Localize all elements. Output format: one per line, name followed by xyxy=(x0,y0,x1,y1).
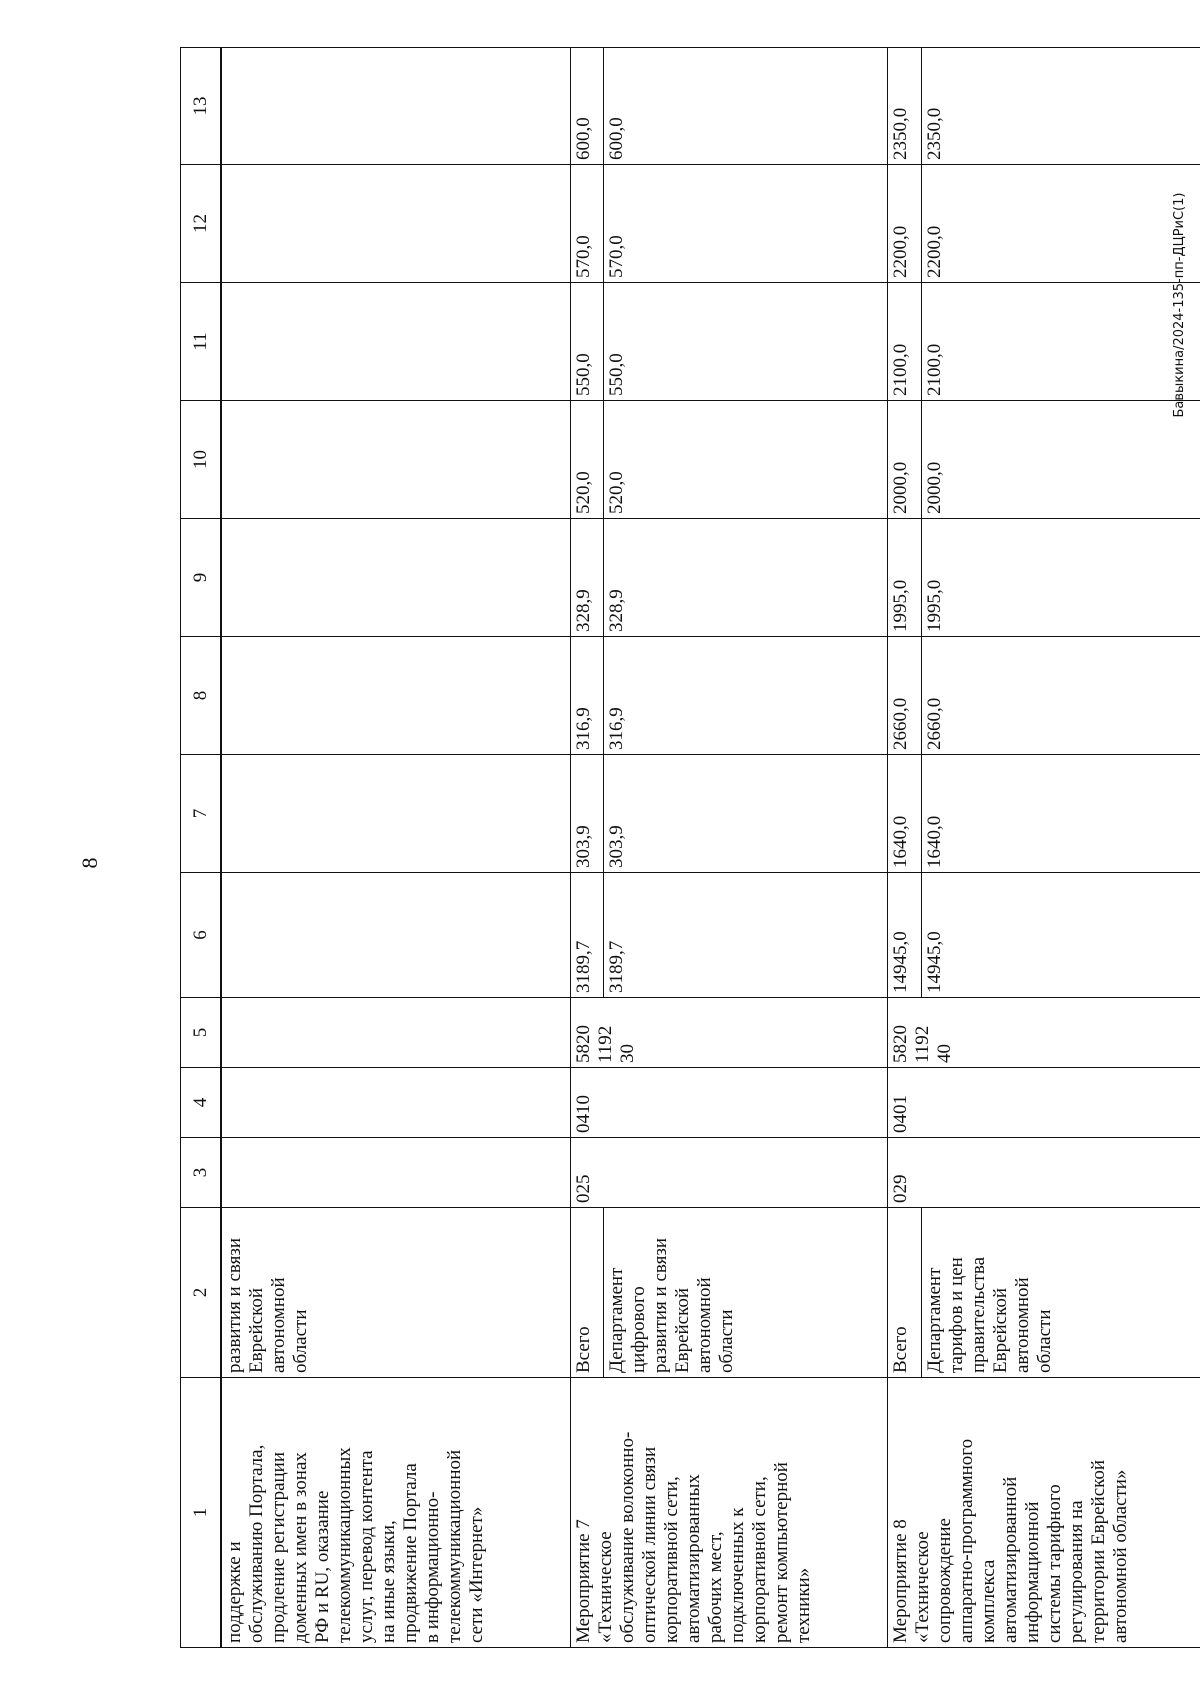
header-col-1: 1 xyxy=(181,1378,222,1648)
header-col-10: 10 xyxy=(181,401,222,519)
m7-total-col11: 550,0 xyxy=(570,283,604,401)
m8-sub-col8: 2660,0 xyxy=(921,637,1200,755)
m7-grbs: 025 xyxy=(570,1138,887,1208)
continued-executor: развития и связи Еврейской автономной области xyxy=(221,1208,570,1378)
m8-csr: 5820 1192 40 xyxy=(888,998,1200,1068)
m8-total-col11: 2100,0 xyxy=(888,283,922,401)
m8-total-col7: 1640,0 xyxy=(888,755,922,873)
header-col-4: 4 xyxy=(181,1068,222,1138)
m8-sub-col9: 1995,0 xyxy=(921,519,1200,637)
m7-sub-col7: 303,9 xyxy=(604,755,888,873)
m8-total-col10: 2000,0 xyxy=(888,401,922,519)
header-col-7: 7 xyxy=(181,755,222,873)
m7-total-col10: 520,0 xyxy=(570,401,604,519)
header-col-5: 5 xyxy=(181,998,222,1068)
m8-sub-col10: 2000,0 xyxy=(921,401,1200,519)
header-col-3: 3 xyxy=(181,1138,222,1208)
rotated-table-container xyxy=(180,48,1200,1648)
m7-total-col12: 570,0 xyxy=(570,165,604,283)
m7-sub-col12: 570,0 xyxy=(604,165,888,283)
m8-total-label: Всего xyxy=(888,1208,922,1378)
m7-csr: 5820 1192 30 xyxy=(570,998,887,1068)
m7-executor: Департамент цифрового развития и связи Еврейской автономной области xyxy=(604,1208,888,1378)
m7-measure-name: Мероприятие 7 «Техническое обслуживание волоконно- оптической линии связи корпоративной сети, автоматизированных рабочих мест, подключенных к корпоративной сети, ремонт компьютерной техники» xyxy=(570,1378,887,1648)
m8-sub-col12: 2200,0 xyxy=(921,165,1200,283)
m7-sub-col6: 3189,7 xyxy=(604,873,888,998)
m8-total-col13: 2350,0 xyxy=(888,48,922,165)
budget-table xyxy=(180,47,1200,1648)
m7-sub-col10: 520,0 xyxy=(604,401,888,519)
m8-total-col6: 14945,0 xyxy=(888,873,922,998)
m7-total-col8: 316,9 xyxy=(570,637,604,755)
m7-rzpr: 0410 xyxy=(570,1068,887,1138)
m8-total-col12: 2200,0 xyxy=(888,165,922,283)
m7-total-col6: 3189,7 xyxy=(570,873,604,998)
header-col-8: 8 xyxy=(181,637,222,755)
m7-sub-col8: 316,9 xyxy=(604,637,888,755)
m8-total-col9: 1995,0 xyxy=(888,519,922,637)
m8-sub-col11: 2100,0 xyxy=(921,283,1200,401)
table-row-m7-total xyxy=(570,48,604,1648)
m8-grbs: 029 xyxy=(888,1138,1200,1208)
header-col-13: 13 xyxy=(181,48,222,165)
m8-sub-col6: 14945,0 xyxy=(921,873,1200,998)
header-col-11: 11 xyxy=(181,283,222,401)
m8-sub-col13: 2350,0 xyxy=(921,48,1200,165)
header-col-2: 2 xyxy=(181,1208,222,1378)
table-row-continued xyxy=(221,48,570,1648)
page-number: 8 xyxy=(77,857,102,869)
m7-sub-col11: 550,0 xyxy=(604,283,888,401)
m7-total-col13: 600,0 xyxy=(570,48,604,165)
m8-executor: Департамент тарифов и цен правительства Еврейской автономной области xyxy=(921,1208,1200,1378)
table-row-m8-total xyxy=(888,48,922,1648)
m8-sub-col7: 1640,0 xyxy=(921,755,1200,873)
m7-total-col9: 328,9 xyxy=(570,519,604,637)
m7-total-label: Всего xyxy=(570,1208,604,1378)
m8-measure-name: Мероприятие 8 «Техническое сопровождение аппаратно-программного комплекса автоматизированной информационной системы тарифного регулирования на территории Еврейской автономной области» xyxy=(888,1378,1200,1648)
m8-total-col8: 2660,0 xyxy=(888,637,922,755)
header-row xyxy=(181,48,222,1648)
m7-total-col7: 303,9 xyxy=(570,755,604,873)
continued-measure-name: поддержке и обслуживанию Портала, продление регистрации доменных имен в зонах РФ и RU, оказание телекоммуникационных услуг, перевод контента на иные языки, продвижение Портала в информационно- телекоммуникационной сети «Интернет» xyxy=(221,1378,570,1648)
m7-sub-col9: 328,9 xyxy=(604,519,888,637)
document-id: Бавыкина/2024-135-пп-ДЦРиС(1) xyxy=(1172,192,1187,418)
header-col-12: 12 xyxy=(181,165,222,283)
m7-sub-col13: 600,0 xyxy=(604,48,888,165)
header-col-9: 9 xyxy=(181,519,222,637)
header-col-6: 6 xyxy=(181,873,222,998)
m8-rzpr: 0401 xyxy=(888,1068,1200,1138)
